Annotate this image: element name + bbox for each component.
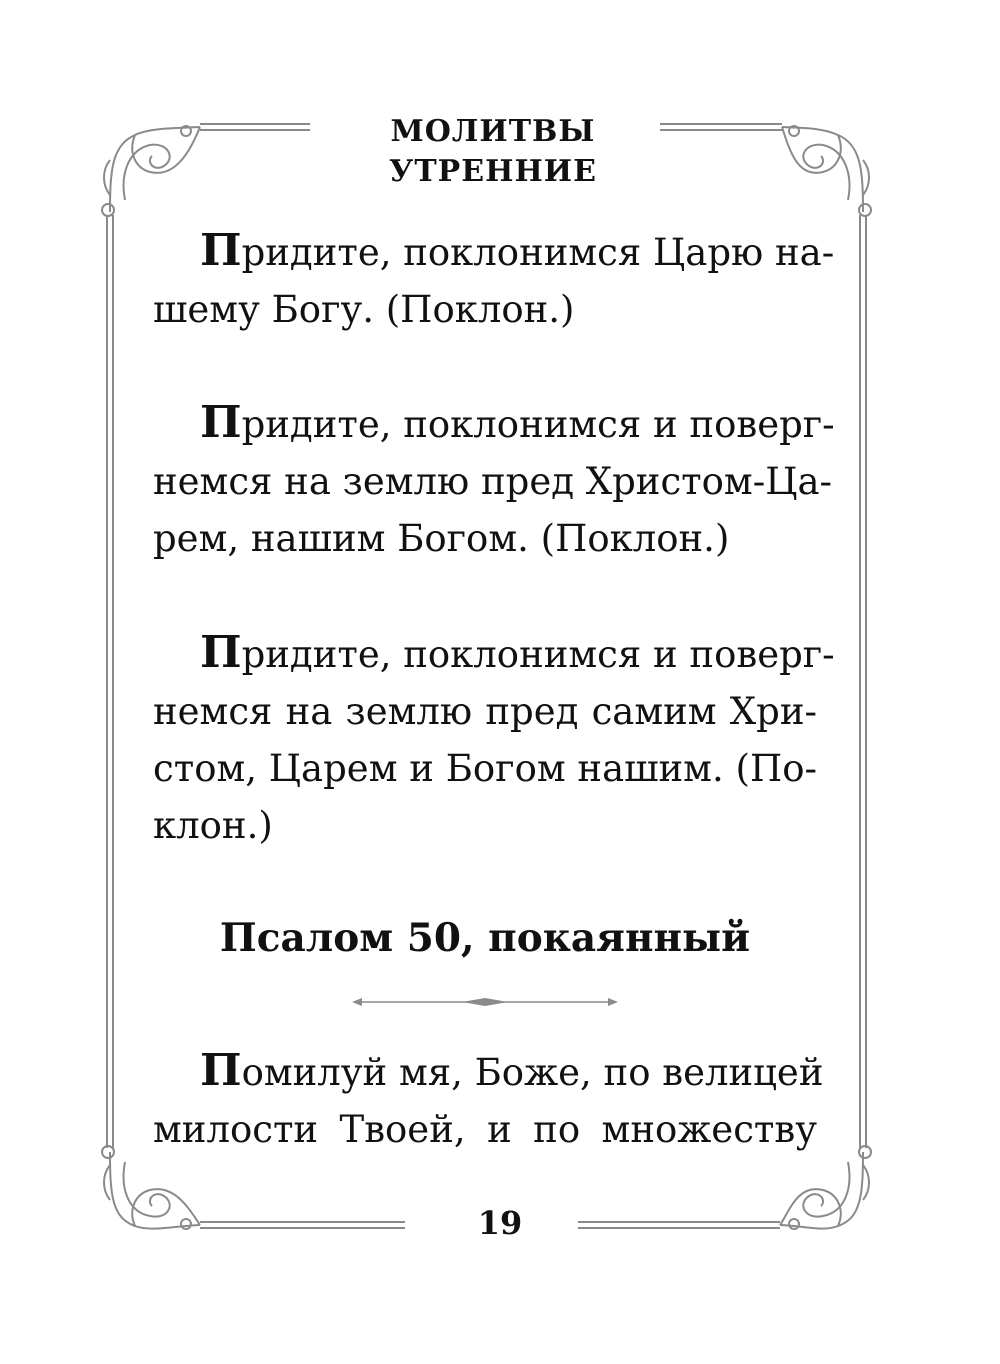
psalm-paragraph <box>153 1042 824 1158</box>
paragraph-line: милости Твоей, и по множеству <box>153 1108 817 1151</box>
paragraph-line: немся на землю пред самим Хри- <box>153 690 817 733</box>
section-divider <box>352 998 618 1006</box>
line-text: ридите, поклонимся и поверг- <box>241 633 835 676</box>
paragraph-line: шему Богу. (Поклон.) <box>153 288 575 331</box>
paragraph-line <box>153 1042 824 1101</box>
drop-initial: П <box>200 1045 242 1096</box>
paragraph-line: рем, нашим Богом. (Поклон.) <box>153 517 730 560</box>
paragraph-line <box>153 222 835 281</box>
section-heading: Псалом 50, покаянный <box>219 915 751 961</box>
line-text: ридите, поклонимся и поверг- <box>241 403 835 446</box>
drop-initial: П <box>200 225 242 276</box>
drop-initial: П <box>200 397 242 448</box>
drop-initial: П <box>200 627 242 678</box>
paragraph-line <box>153 394 835 453</box>
paragraph-1 <box>153 222 835 338</box>
line-text: омилуй мя, Боже, по велицей <box>241 1051 824 1094</box>
paragraph-line: клон.) <box>153 804 273 847</box>
line-text: ридите, поклонимся Царю на- <box>241 231 835 274</box>
paragraph-line: стом, Царем и Богом нашим. (По- <box>153 747 817 790</box>
page-number: 19 <box>477 1204 523 1242</box>
paragraph-2 <box>153 394 835 567</box>
paragraph-line: немся на землю пред Христом-Ца- <box>153 460 833 503</box>
running-title: МОЛИТВЫ УТРЕННИЕ <box>389 114 597 189</box>
paragraph-line <box>153 624 835 683</box>
paragraph-3 <box>153 624 835 854</box>
